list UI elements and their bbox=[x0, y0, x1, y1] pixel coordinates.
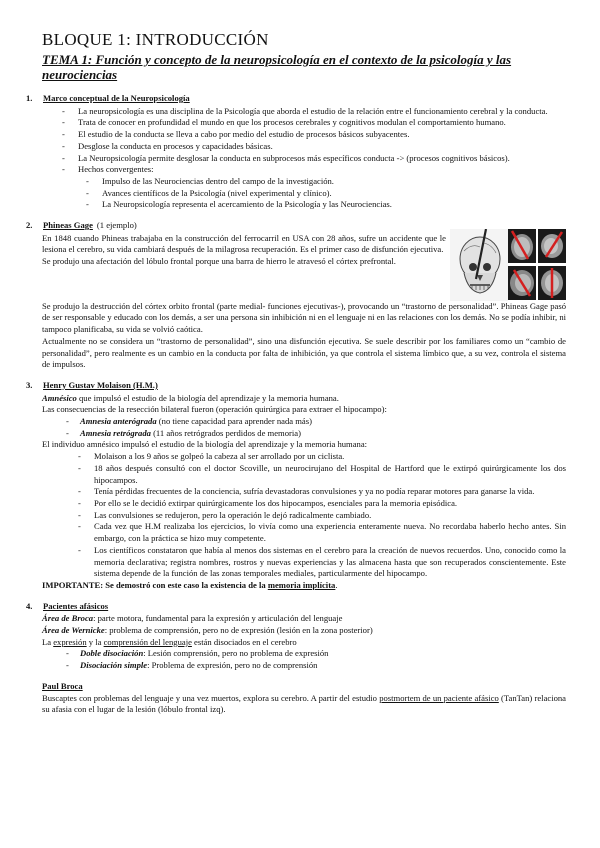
list-item: - Tenía pérdidas frecuentes de la conciencia, sufría devastadoras convulsiones y ya no podía reparar motores para ganarse la vida. bbox=[42, 486, 566, 498]
paragraph: Área de Broca: parte motora, fundamental para la expresión y articulación del lenguaje bbox=[42, 613, 343, 624]
brain-scan-image bbox=[538, 266, 566, 300]
list-item: - Trata de conocer en profundidad el mundo en que los procesos cerebrales y cognitivos modulan el comportamiento humano. bbox=[26, 117, 566, 129]
bullet-list bbox=[42, 451, 566, 580]
bullet-list bbox=[42, 416, 566, 439]
list-item: - Desglose la conducta en procesos y capacidades básicas. bbox=[26, 141, 566, 153]
list-item: - Los científicos constataron que había al menos dos sistemas en el cerebro para la creación de nuevos recuerdos. Uno, conocido como la memoria declarativa; registra nombres, rostros y nuevas experiencias y las almacena hasta que son recuperados conscientemente. Este sistema depende de la función de las zonas temporales mediales, particularmente del hipocampo. bbox=[42, 545, 566, 580]
document-content bbox=[26, 93, 566, 725]
paragraph: En 1848 cuando Phineas trabajaba en la construcción del ferrocarril en USA con 28 años, sufre un accidente que le lesiona el cerebro, su vida cambiará después de la milagrosa recuperación. Es el primer caso de disfunción ejecutiva. bbox=[42, 232, 446, 255]
list-item: - El estudio de la conducta se lleva a cabo por medio del estudio de procesos básicos subyacentes. bbox=[26, 129, 566, 141]
section-number: 2. bbox=[26, 220, 33, 231]
section-title-suffix: (1 ejemplo) bbox=[96, 220, 137, 231]
section-heading bbox=[26, 380, 566, 392]
list-item: - Las convulsiones se redujeron, pero la operación le dejó radicalmente cambiado. bbox=[42, 510, 566, 522]
skull-illustration bbox=[450, 229, 508, 301]
section-number: 3. bbox=[26, 379, 33, 390]
subsection-title: Paul Broca bbox=[42, 680, 83, 691]
section-number: 1. bbox=[26, 93, 33, 103]
paragraph: La expresión y la comprensión del lenguaje están disociados en el cerebro bbox=[42, 636, 297, 647]
paragraph: Las consecuencias de la resección bilateral fueron (operación quirúrgica para extraer el hipocampo): bbox=[42, 404, 387, 415]
phineas-figures bbox=[450, 229, 566, 301]
sub-list-item: - La Neuropsicología representa el acercamiento de la Psicología y las Neurociencias. bbox=[26, 199, 566, 211]
section-title: Henry Gustav Molaison (H.M.) bbox=[43, 379, 158, 390]
list-item: - Hechos convergentes: bbox=[26, 164, 566, 176]
paragraph: Buscaptes con problemas del lenguaje y una vez muertos, explora su cerebro. A partir del estudio postmortem de un paciente afásico (TanTan) relaciona su afasia con el lugar de la lesión (lóbulo frontal izq). bbox=[42, 692, 566, 715]
list-item: - Molaison a los 9 años se golpeó la cabeza al ser arrollado por un ciclista. bbox=[42, 451, 566, 463]
section-heading bbox=[26, 93, 566, 105]
page-subtitle: TEMA 1: Función y concepto de la neuropsicología en el contexto de la psicología y las neurociencias bbox=[42, 52, 512, 82]
paragraph: Actualmente no se considera un “trastorno de personalidad”, sino una disfunción ejecutiva. Se suele describir por los familiares como un “cambio de personalidad”, pero realmente es un cambio en la conducta por falta de inhibición, ya que controla el sistema límbico que, a su vez, controla el sistema de impulsos. bbox=[42, 335, 566, 370]
list-item: - Por ello se le decidió extirpar quirúrgicamente los dos hipocampos, esenciales para la memoria episódica. bbox=[42, 498, 566, 510]
section-paul-broca bbox=[26, 681, 566, 716]
sub-list-item: - Avances científicos de la Psicología (nivel experimental y clínico). bbox=[26, 188, 566, 200]
section-marco-conceptual bbox=[26, 93, 566, 211]
section-title: Marco conceptual de la Neuropsicología bbox=[43, 93, 190, 103]
paragraph: Se produjo la destrucción del córtex orbito frontal (parte medial- funciones ejecutivas-), provocando un “trastorno de personalidad”. Phineas Gage pasó de ser responsable y educado con los demás, a ser una persona sin inhibición ni en el lenguaje ni en las relaciones con los demás. No se podía inhibir, ni tampoco planificaba, su vida se volvió caótica. bbox=[42, 300, 566, 335]
sub-list-item: - Impulso de las Neurociencias dentro del campo de la investigación. bbox=[26, 176, 566, 188]
list-item: - Doble disociación: Lesión comprensión, pero no problema de expresión bbox=[42, 648, 566, 660]
list-item: - Cada vez que H.M realizaba los ejercicios, lo vivía como una experiencia enteramente nueva. No recordaba haberlo hecho antes. Sin embargo, con la práctica se hizo muy competente. bbox=[42, 521, 566, 544]
brain-scans bbox=[508, 229, 564, 301]
section-pacientes-afasicos bbox=[26, 601, 566, 672]
section-phineas-gage bbox=[26, 220, 566, 371]
section-henry-molaison bbox=[26, 380, 566, 592]
brain-scan-image bbox=[538, 229, 566, 263]
list-item: - La Neuropsicología permite desglosar la conducta en subprocesos más específicos conducta -> (procesos cognitivos básicos). bbox=[26, 153, 566, 165]
bullet-list bbox=[26, 106, 566, 211]
paragraph: El individuo amnésico impulsó el estudio de la biología del aprendizaje y la memoria humana: bbox=[42, 439, 368, 450]
section-heading bbox=[26, 601, 566, 613]
section-title: Phineas Gage bbox=[43, 220, 93, 231]
section-title: Pacientes afásicos bbox=[43, 600, 109, 611]
list-item: - 18 años después consultó con el doctor Scoville, un neurocirujano del Hospital de Hartford que le extirpó quirúrgicamente los dos hipocampos. bbox=[42, 463, 566, 486]
paragraph: Se produjo una afectación del lóbulo frontal porque una barra de hierro le atravesó el córtex prefrontal. bbox=[42, 256, 396, 267]
page-title: BLOQUE 1: INTRODUCCIÓN bbox=[42, 30, 269, 49]
brain-scan-image bbox=[508, 266, 536, 300]
important-note: IMPORTANTE: Se demostró con este caso la existencia de la memoria implícita. bbox=[42, 579, 338, 590]
bullet-list bbox=[42, 648, 566, 671]
paragraph: Área de Wernicke: problema de comprensión, pero no de expresión (lesión en la zona posterior) bbox=[42, 625, 373, 636]
section-number: 4. bbox=[26, 600, 33, 611]
paragraph: Amnésico que impulsó el estudio de la biología del aprendizaje y la memoria humana. bbox=[42, 392, 339, 403]
list-item: - La neuropsicología es una disciplina de la Psicología que aborda el estudio de la relación entre el funcionamiento cerebral y la conducta. bbox=[26, 106, 566, 118]
list-item: - Amnesia anterógrada (no tiene capacidad para aprender nada más) bbox=[42, 416, 566, 428]
list-item: - Disociación simple: Problema de expresión, pero no de comprensión bbox=[42, 660, 566, 672]
brain-scan-image bbox=[508, 229, 536, 263]
list-item: - Amnesia retrógrada (11 años retrógrados perdidos de memoria) bbox=[42, 428, 566, 440]
